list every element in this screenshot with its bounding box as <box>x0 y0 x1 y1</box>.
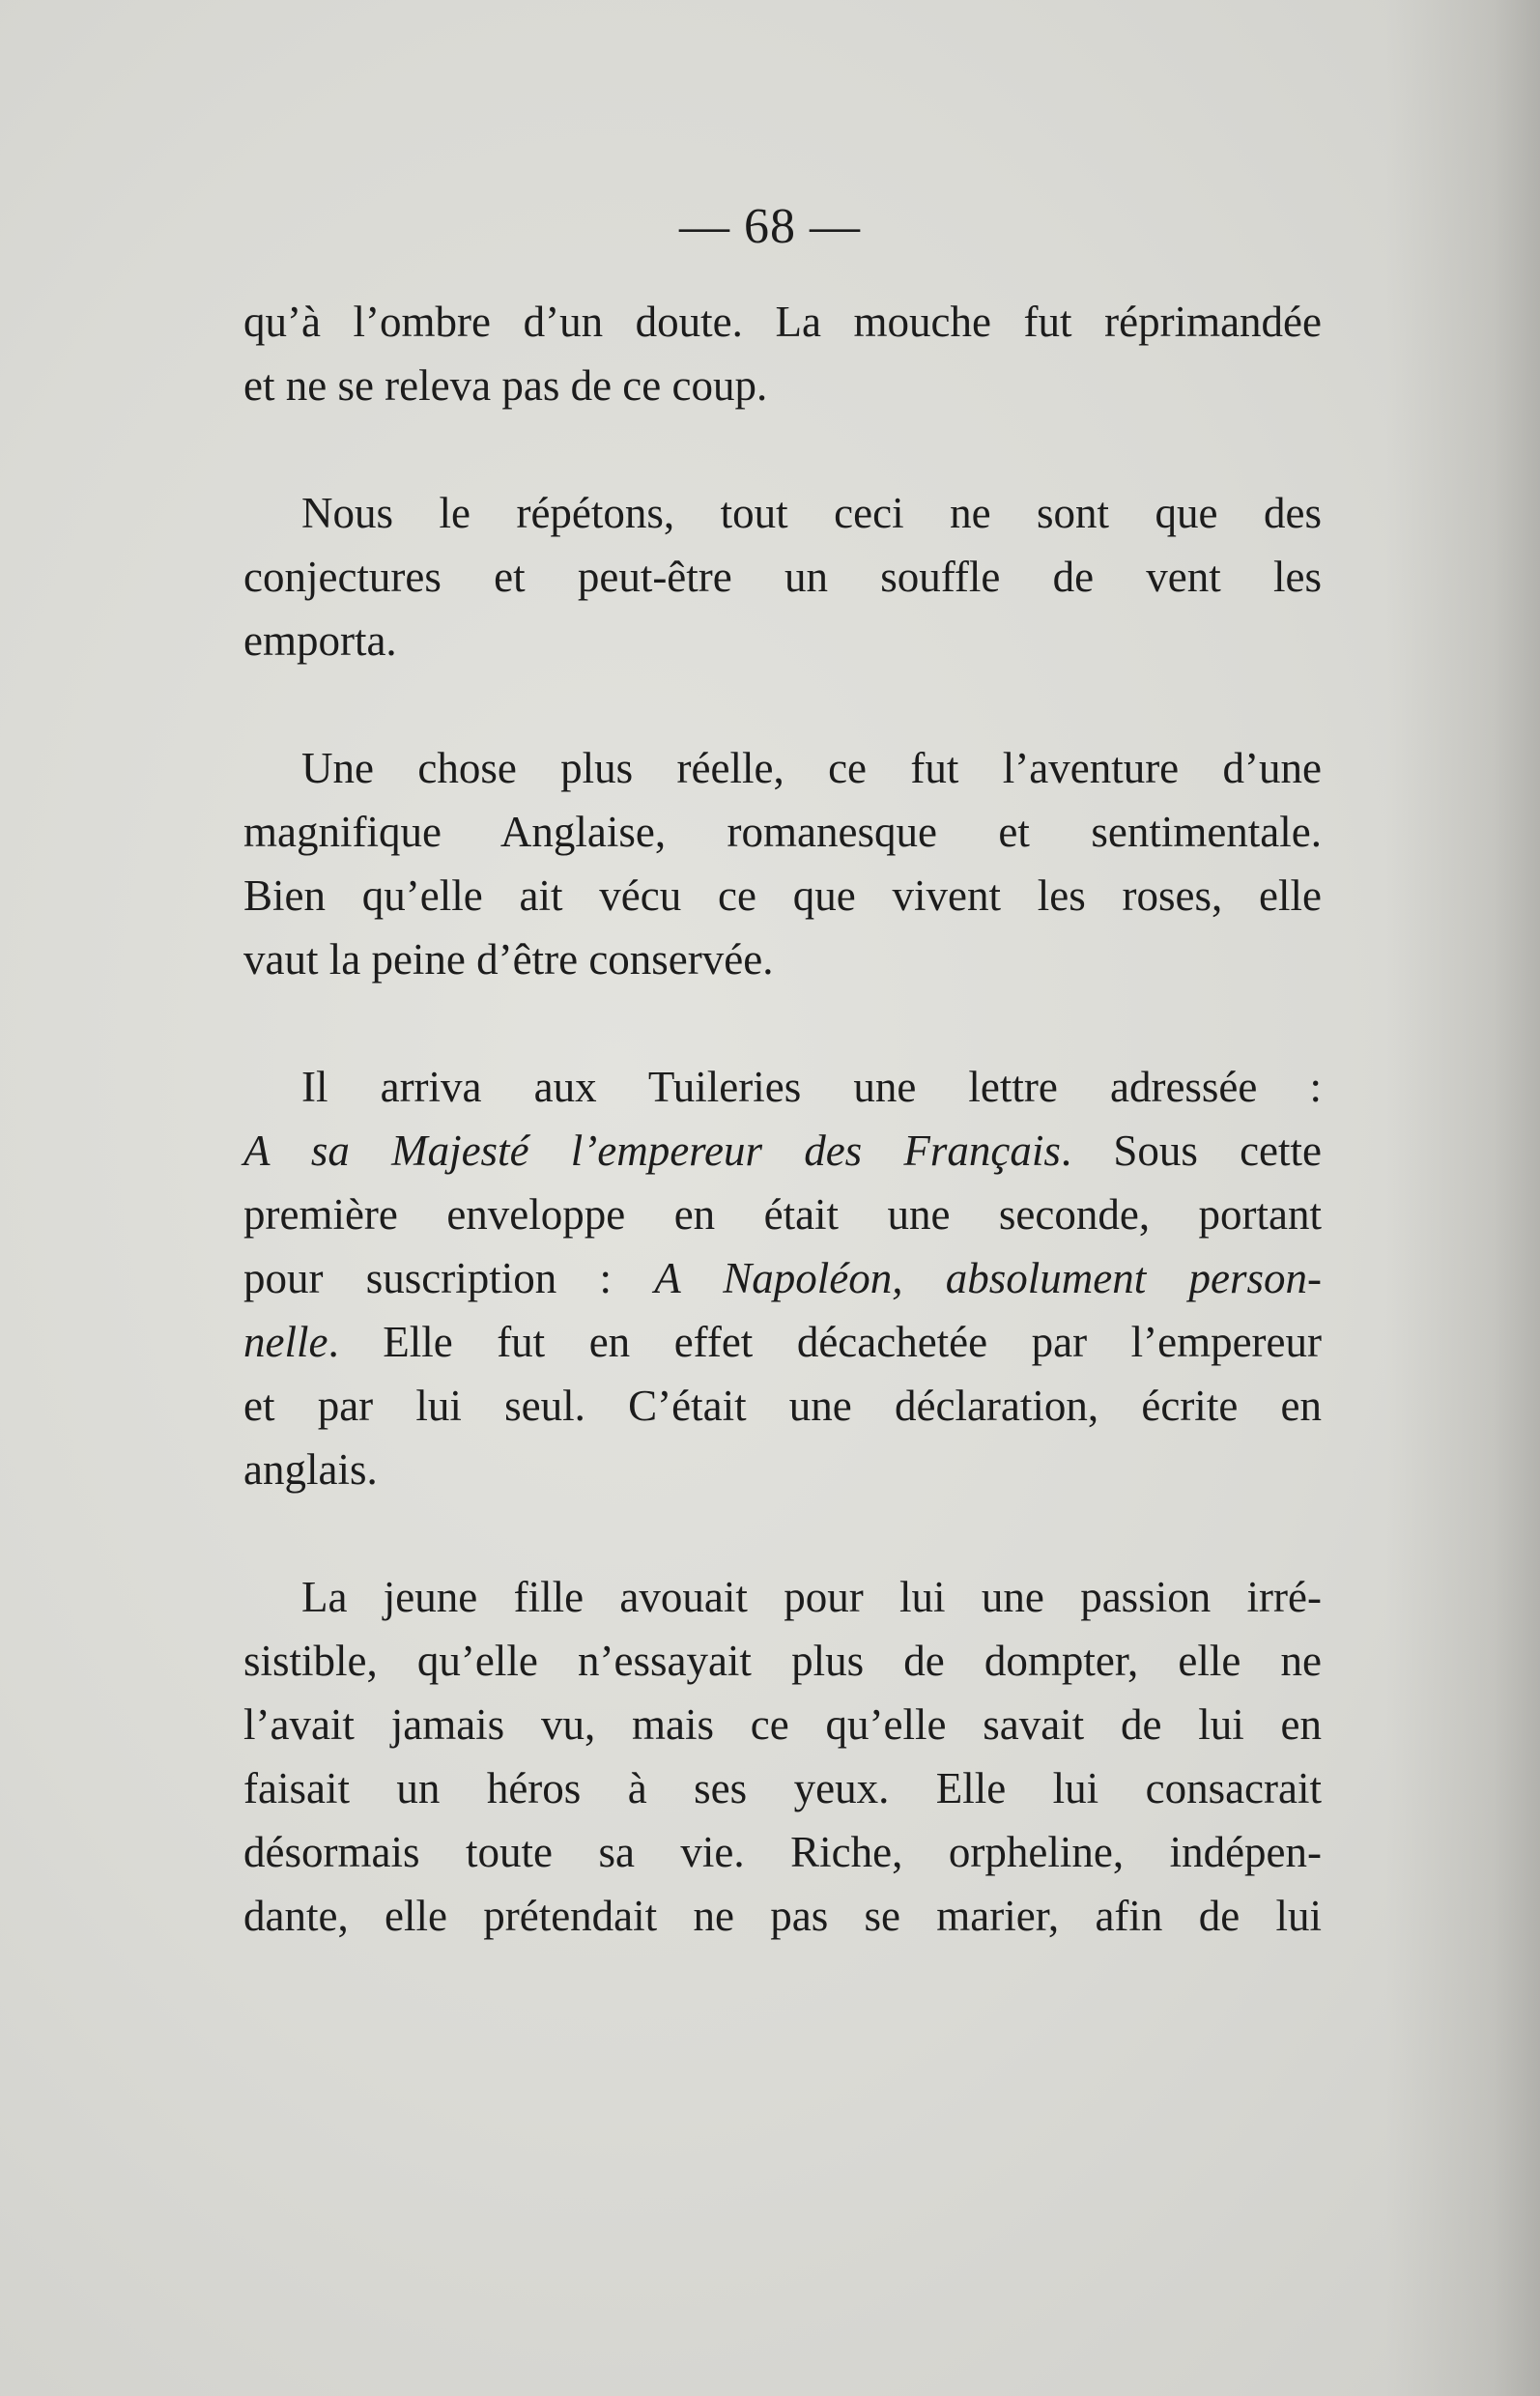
text-line: Il arriva aux Tuileries une lettre adressée : <box>301 1063 1322 1111</box>
text-line: l’avait jamais vu, mais ce qu’elle savait de lui en <box>243 1700 1322 1749</box>
text-line: vaut la peine d’être conservée. <box>243 935 774 984</box>
text-line: emporta. <box>243 616 397 665</box>
text-run: pour suscription : <box>243 1254 655 1302</box>
text-line: conjectures et peut-être un souffle de vent les <box>243 553 1322 601</box>
text-line: Une chose plus réelle, ce fut l’aventure d’une <box>301 744 1322 792</box>
text-line: Bien qu’elle ait vécu ce que vivent les roses, elle <box>243 871 1322 920</box>
text-line: et ne se releva pas de ce coup. <box>243 361 768 410</box>
text-run: . Elle fut en effet décachetée par l’empereur <box>328 1318 1322 1366</box>
italic-address: nelle <box>243 1318 328 1366</box>
paragraph <box>243 290 1322 417</box>
text-line: faisait un héros à ses yeux. Elle lui consacrait <box>243 1764 1322 1812</box>
text-line: dante, elle prétendait ne pas se marier, afin de lui <box>243 1892 1322 1940</box>
page-edge-shadow <box>1385 0 1540 2396</box>
text-line: première enveloppe en était une seconde, portant <box>243 1190 1322 1239</box>
text-line: désormais toute sa vie. Riche, orpheline, indépen- <box>243 1828 1322 1876</box>
italic-address: A Napoléon, absolument person- <box>654 1254 1322 1302</box>
body-text <box>243 290 1322 1948</box>
text-run: . Sous cette <box>1060 1127 1322 1175</box>
text-line: qu’à l’ombre d’un doute. La mouche fut réprimandée <box>243 298 1322 346</box>
text-line: La jeune fille avouait pour lui une passion irré- <box>301 1573 1322 1621</box>
text-line: sistible, qu’elle n’essayait plus de dompter, elle ne <box>243 1637 1322 1685</box>
paragraph <box>243 481 1322 672</box>
paragraph <box>243 736 1322 991</box>
text-line <box>243 1246 1322 1310</box>
text-line: Nous le répétons, tout ceci ne sont que des <box>301 489 1322 537</box>
page-number: — 68 — <box>679 199 861 254</box>
text-line: anglais. <box>243 1445 378 1494</box>
text-line <box>243 1119 1322 1183</box>
paragraph <box>243 1565 1322 1948</box>
text-line <box>243 1310 1322 1374</box>
text-line: et par lui seul. C’était une déclaration, écrite en <box>243 1382 1322 1430</box>
paragraph <box>243 1055 1322 1501</box>
italic-address: A sa Majesté l’empereur des Français <box>243 1127 1061 1175</box>
text-line: magnifique Anglaise, romanesque et sentimentale. <box>243 808 1322 856</box>
